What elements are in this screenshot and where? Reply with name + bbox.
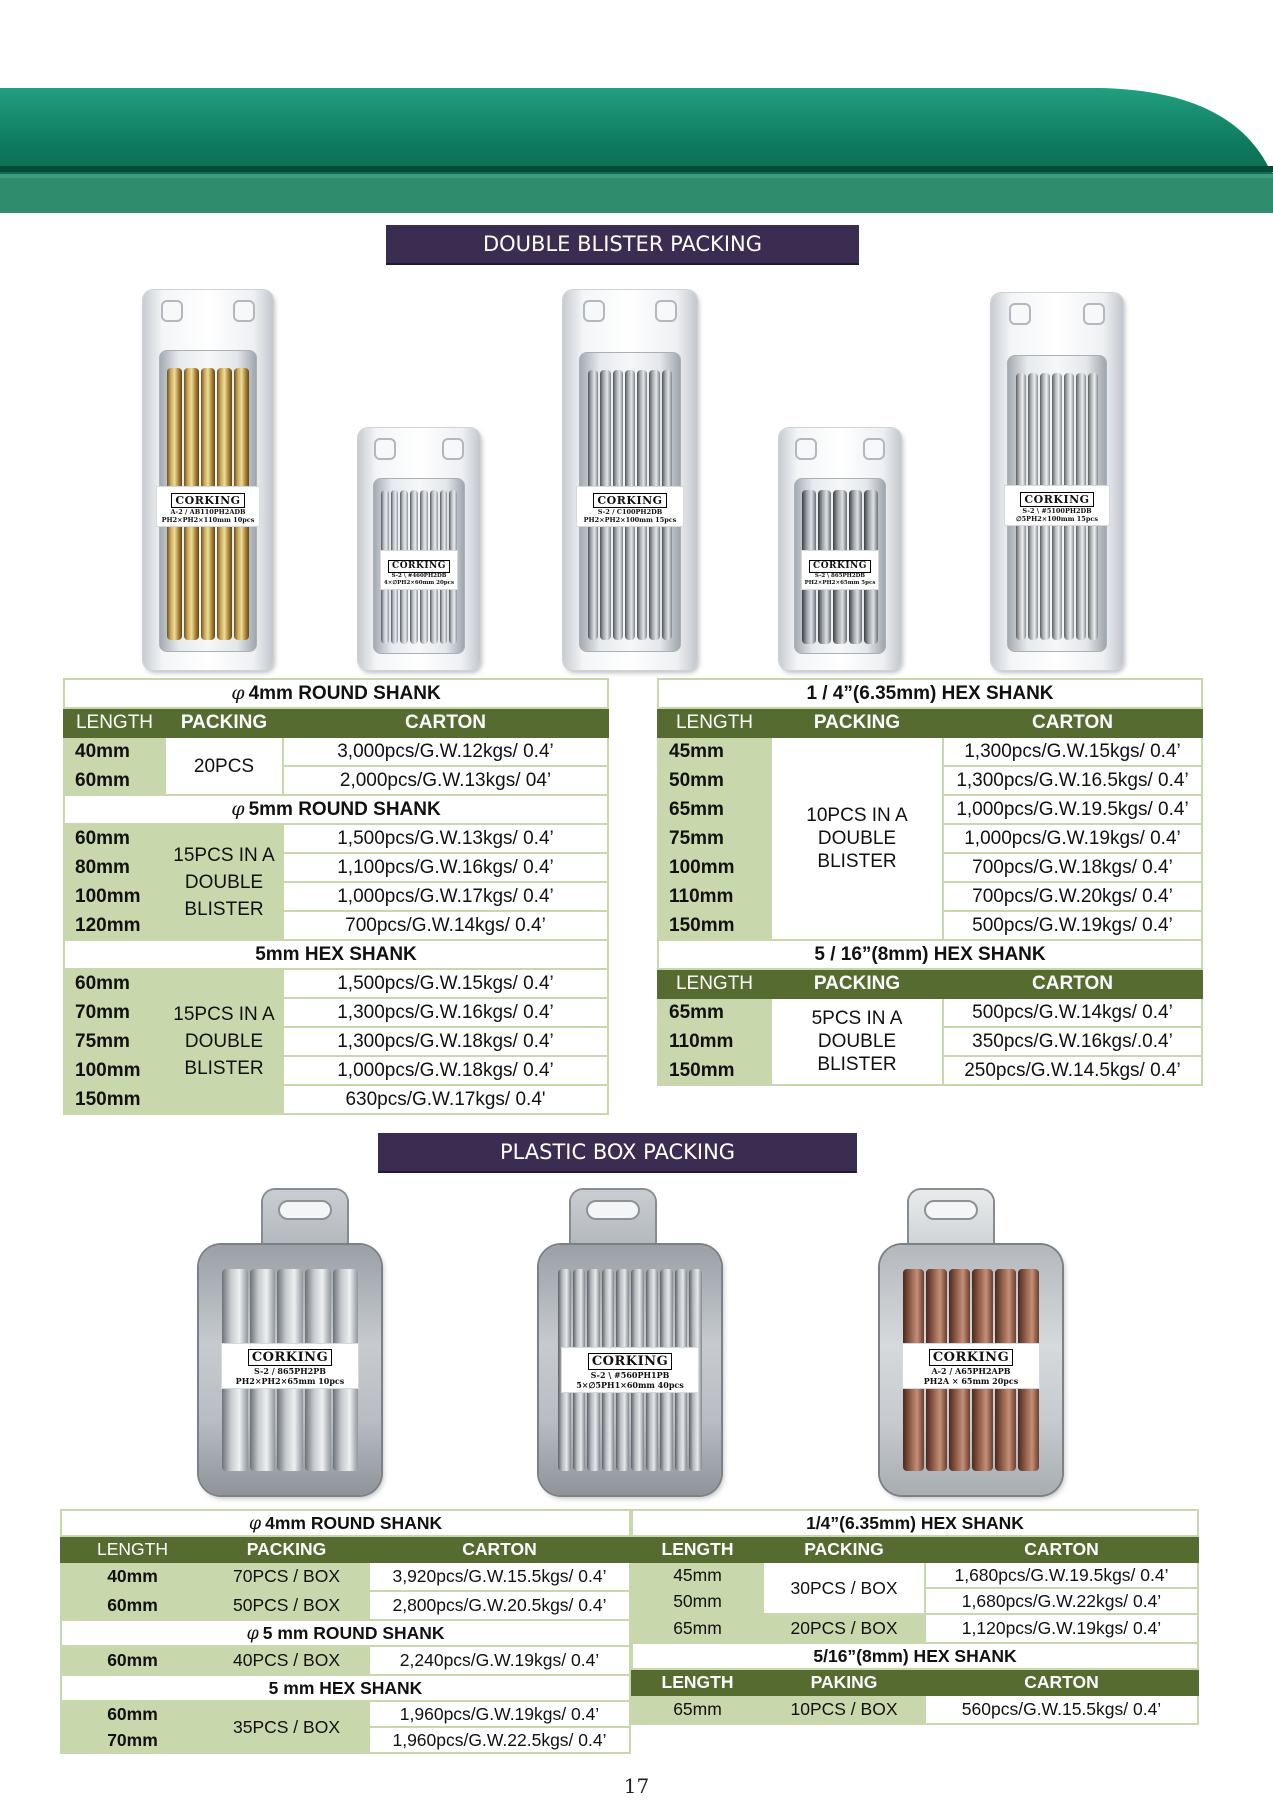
product-label (221, 1343, 359, 1389)
double-blister-round-shank-table (63, 678, 609, 1115)
col-carton: CARTON (943, 969, 1202, 998)
packing-cell: 15PCS IN A DOUBLE BLISTER (165, 824, 283, 940)
table-row: 40mm 20PCS 3,000pcs/G.W.12kgs/ 0.4’ (64, 737, 608, 766)
section-title: φ 4mm ROUND SHANK (64, 679, 608, 708)
col-carton: CARTON (369, 1536, 630, 1562)
table-row: 60mm 15PCS IN A DOUBLE BLISTER 1,500pcs/G.W.13kgs/ 0.4’ (64, 824, 608, 853)
section-title: 5/16”(8mm) HEX SHANK (632, 1643, 1198, 1669)
plastic-box-hex-shank-table-right (631, 1509, 1199, 1725)
blister-pack-3 (563, 290, 697, 670)
double-blister-header (386, 225, 859, 265)
hang-hole (233, 300, 255, 322)
hang-hole (655, 300, 677, 322)
table-row: 65mm 10PCS / BOX 560pcs/G.W.15.5kgs/ 0.4’ (632, 1695, 1198, 1724)
hang-hole (442, 438, 464, 460)
section-title: 5 mm HEX SHANK (61, 1675, 630, 1701)
col-packing: PACKING (771, 708, 943, 737)
blister-pack-5 (991, 293, 1123, 670)
product-label (576, 486, 683, 527)
packing-cell: 15PCS IN A DOUBLE BLISTER (165, 969, 283, 1114)
header-banner (0, 88, 1273, 213)
page-number: 17 (623, 1774, 650, 1798)
packing-cell: 10PCS IN A DOUBLE BLISTER (771, 737, 943, 940)
table-row: 60mm 50PCS / BOX 2,800pcs/G.W.20.5kgs/ 0.4’ (61, 1591, 630, 1620)
section-title: 1/4”(6.35mm) HEX SHANK (632, 1510, 1198, 1536)
table-row: 120mm 700pcs/G.W.14kgs/ 0.4’ (64, 911, 608, 940)
table-row: 75mm 1,300pcs/G.W.18kgs/ 0.4’ (64, 1027, 608, 1056)
spec-line: PH2A × 65mm 20pcs (923, 1376, 1019, 1386)
product-label (380, 550, 458, 590)
brand-label: CORKING (388, 560, 450, 573)
table-row: 60mm 2,000pcs/G.W.13kgs/ 04’ (64, 766, 608, 795)
table-row: 75mm 1,000pcs/G.W.19kgs/ 0.4’ (658, 824, 1202, 853)
table-row: 110mm 700pcs/G.W.20kgs/ 0.4’ (658, 882, 1202, 911)
table-row: 40mm 70PCS / BOX 3,920pcs/G.W.15.5kgs/ 0.4’ (61, 1562, 630, 1591)
plastic-box-shank-table-left (60, 1509, 631, 1754)
section-title: 5 / 16”(8mm) HEX SHANK (658, 940, 1202, 969)
table-row: 60mm 35PCS / BOX 1,960pcs/G.W.19kgs/ 0.4’ (61, 1701, 630, 1727)
product-label (801, 550, 879, 590)
packing-cell: 5PCS IN A DOUBLE BLISTER (771, 998, 943, 1085)
table-row: 110mm 350pcs/G.W.16kgs/.0.4’ (658, 1027, 1202, 1056)
col-packing: PACKING (204, 1536, 369, 1562)
table-row: 60mm 40PCS / BOX 2,240pcs/G.W.19kgs/ 0.4’ (61, 1646, 630, 1675)
section-title: 5mm HEX SHANK (64, 940, 608, 969)
table-row: 150mm 250pcs/G.W.14.5kgs/ 0.4’ (658, 1056, 1202, 1085)
hang-hole (1083, 303, 1105, 325)
model-code: S-2 \ #460PH2DB (391, 573, 447, 579)
product-label (561, 1347, 699, 1393)
col-length: LENGTH (632, 1536, 763, 1562)
model-code: S-2 / 865PH2PB (253, 1366, 327, 1376)
spec-line: PH2×PH2×110mm 10pcs (161, 516, 255, 524)
model-code: S-2 \ #560PH1PB (590, 1370, 670, 1380)
model-code: S-2 / C100PH2DB (597, 508, 663, 516)
hang-hole (161, 300, 183, 322)
col-length: LENGTH (64, 708, 165, 737)
table-row: 65mm 1,000pcs/G.W.19.5kgs/ 0.4’ (658, 795, 1202, 824)
spec-line: ∅5PH2×100mm 15pcs (1016, 515, 1098, 523)
table-row: 150mm 630pcs/G.W.17kgs/ 0.4' (64, 1085, 608, 1114)
col-packing: PAKING (763, 1669, 925, 1695)
table-row: 50mm 1,300pcs/G.W.16.5kgs/ 0.4’ (658, 766, 1202, 795)
hang-hole (795, 438, 817, 460)
col-length: LENGTH (658, 969, 771, 998)
double-blister-header-text: DOUBLE BLISTER PACKING (482, 232, 763, 256)
table-row: 100mm 700pcs/G.W.18kgs/ 0.4’ (658, 853, 1202, 882)
spec-line: PH2×PH2×65mm 5pcs (804, 580, 876, 586)
col-packing: PACKING (763, 1536, 925, 1562)
plastic-box-2 (539, 1245, 721, 1495)
spec-line: PH2×PH2×100mm 15pcs (583, 516, 677, 524)
table-row: 45mm 30PCS / BOX 1,680pcs/G.W.19.5kgs/ 0.4’ (632, 1562, 1198, 1588)
table-row: 60mm 15PCS IN A DOUBLE BLISTER 1,500pcs/G.W.15kgs/ 0.4’ (64, 969, 608, 998)
spec-line: 4×∅PH2×60mm 20pcs (383, 580, 455, 586)
brand-label: CORKING (593, 493, 666, 508)
plastic-box-header (378, 1133, 857, 1173)
brand-label: CORKING (171, 493, 244, 508)
table-row: 70mm 1,960pcs/G.W.22.5kgs/ 0.4’ (61, 1727, 630, 1753)
model-code: A-2 / A65PH2APB (931, 1366, 1011, 1376)
section-title: φ 5 mm ROUND SHANK (61, 1620, 630, 1646)
plastic-box-3 (880, 1245, 1062, 1495)
section-title: φ 5mm ROUND SHANK (64, 795, 608, 824)
hang-hole (586, 1200, 640, 1220)
table-row: 70mm 1,300pcs/G.W.16kgs/ 0.4’ (64, 998, 608, 1027)
model-code: S-2 \ #5100PH2DB (1022, 507, 1092, 515)
table-row: 150mm 500pcs/G.W.19kgs/ 0.4’ (658, 911, 1202, 940)
col-length: LENGTH (658, 708, 771, 737)
plastic-box-header-text: PLASTIC BOX PACKING (499, 1140, 736, 1164)
packing-cell: 30PCS / BOX (763, 1562, 925, 1614)
col-carton: CARTON (283, 708, 608, 737)
hang-hole (583, 300, 605, 322)
double-blister-hex-shank-table (657, 678, 1203, 1086)
col-carton: CARTON (943, 708, 1202, 737)
plastic-box-1 (199, 1245, 381, 1495)
table-row: 45mm 10PCS IN A DOUBLE BLISTER 1,300pcs/G.W.15kgs/ 0.4’ (658, 737, 1202, 766)
spec-line: 5×∅5PH1×60mm 40pcs (576, 1380, 684, 1390)
table-row: 65mm 20PCS / BOX 1,120pcs/G.W.19kgs/ 0.4’ (632, 1614, 1198, 1643)
col-carton: CARTON (925, 1536, 1198, 1562)
product-label (156, 486, 260, 527)
brand-label: CORKING (1020, 492, 1093, 507)
brand-label: CORKING (809, 560, 871, 573)
col-length: LENGTH (61, 1536, 204, 1562)
blister-pack-2 (358, 428, 480, 670)
section-title: φ 4mm ROUND SHANK (61, 1510, 630, 1536)
table-row: 50mm 1,680pcs/G.W.22kgs/ 0.4’ (632, 1588, 1198, 1614)
hang-hole (863, 438, 885, 460)
product-label (902, 1343, 1040, 1389)
hang-hole (374, 438, 396, 460)
section-title: 1 / 4”(6.35mm) HEX SHANK (658, 679, 1202, 708)
packing-cell: 20PCS (165, 737, 283, 795)
col-carton: CARTON (925, 1669, 1198, 1695)
hang-hole (924, 1200, 978, 1220)
hang-hole (1009, 303, 1031, 325)
table-row: 65mm 5PCS IN A DOUBLE BLISTER 500pcs/G.W.14kgs/ 0.4’ (658, 998, 1202, 1027)
model-code: A-2 / AB110PH2ADB (170, 508, 246, 516)
model-code: S-2 \ 865PH2DB (814, 573, 866, 579)
product-label (1004, 485, 1110, 526)
brand-label: CORKING (929, 1349, 1013, 1366)
table-row: 100mm 1,000pcs/G.W.18kgs/ 0.4’ (64, 1056, 608, 1085)
brand-label: CORKING (588, 1353, 672, 1370)
hang-hole (278, 1200, 332, 1220)
packing-cell: 35PCS / BOX (204, 1701, 369, 1753)
table-row: 80mm 1,100pcs/G.W.16kgs/ 0.4’ (64, 853, 608, 882)
blister-pack-1 (143, 290, 273, 670)
col-packing: PACKING (165, 708, 283, 737)
table-row: 100mm 1,000pcs/G.W.17kgs/ 0.4’ (64, 882, 608, 911)
blister-pack-4 (779, 428, 901, 670)
col-packing: PACKING (771, 969, 943, 998)
col-length: LENGTH (632, 1669, 763, 1695)
spec-line: PH2×PH2×65mm 10pcs (235, 1376, 345, 1386)
brand-label: CORKING (248, 1349, 332, 1366)
